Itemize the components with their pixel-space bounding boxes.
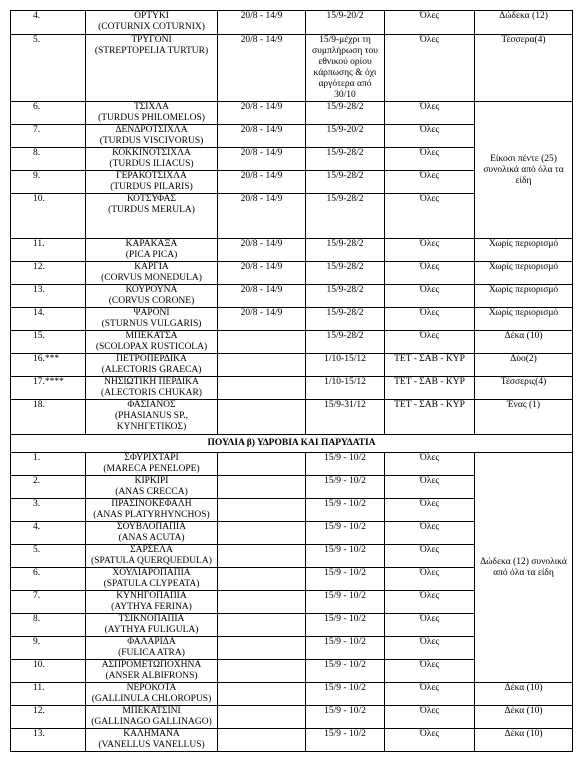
species-name-cell: ΤΡΥΓΟΝΙ (STREPTOPELIA TURTUR) xyxy=(86,35,218,102)
species-name-cell: ΚΟΚΚΙΝΟΤΣΙΧΛΑ (TURDUS ILIACUS) xyxy=(86,148,218,171)
species-number-cell: 11. xyxy=(11,239,86,262)
hunting-days-cell: Όλες xyxy=(385,729,475,752)
bag-limit-cell: Τέσσερις(4) xyxy=(475,377,573,400)
hunting-days-cell: Όλες xyxy=(385,285,475,308)
training-period-cell xyxy=(218,637,306,660)
species-number-cell: 8. xyxy=(11,148,86,171)
species-number-cell: 3. xyxy=(11,499,86,522)
bag-limit-cell: Δέκα (10) xyxy=(475,331,573,354)
species-number-cell: 14. xyxy=(11,308,86,331)
hunting-period-cell: 15/9 - 10/2 xyxy=(306,568,385,591)
species-number-cell: 5. xyxy=(11,545,86,568)
table-row xyxy=(11,706,573,729)
training-period-cell xyxy=(218,331,306,354)
species-number-cell: 12. xyxy=(11,262,86,285)
hunting-period-cell: 15/9 - 10/2 xyxy=(306,637,385,660)
species-number-cell: 9. xyxy=(11,637,86,660)
species-number-cell: 1. xyxy=(11,453,86,476)
table-row xyxy=(11,729,573,752)
hunting-period-cell: 15/9-28/2 xyxy=(306,308,385,331)
hunting-period-cell: 1/10-15/12 xyxy=(306,354,385,377)
hunting-period-cell: 15/9-31/12 xyxy=(306,400,385,435)
species-name-cell: ΚΟΤΣΥΦΑΣ (TURDUS MERULA) xyxy=(86,194,218,239)
species-name-cell: ΣΑΡΣΕΛΑ (SPATULA QUERQUEDULA) xyxy=(86,545,218,568)
hunting-season-table xyxy=(10,10,573,752)
training-period-cell: 20/8 - 14/9 xyxy=(218,239,306,262)
training-period-cell xyxy=(218,400,306,435)
hunting-period-cell: 15/9-28/2 xyxy=(306,239,385,262)
hunting-days-cell: Όλες xyxy=(385,102,475,125)
training-period-cell: 20/8 - 14/9 xyxy=(218,148,306,171)
hunting-period-cell: 15/9-μέχρι τη συμπλήρωση του εθνικού ορίου κάρπωσης & όχι αργότερα από 30/10 xyxy=(306,35,385,102)
hunting-days-cell: Όλες xyxy=(385,194,475,239)
species-name-cell: ΚΟΥΡΟΥΝΑ (CORVUS CORONE) xyxy=(86,285,218,308)
hunting-period-cell: 15/9-28/2 xyxy=(306,285,385,308)
bag-limit-cell: Χωρίς περιορισμό xyxy=(475,239,573,262)
species-number-cell: 6. xyxy=(11,102,86,125)
species-name-cell: ΣΟΥΒΛΟΠΑΠΙΑ (ANAS ACUTA) xyxy=(86,522,218,545)
hunting-period-cell: 15/9-28/2 xyxy=(306,194,385,239)
training-period-cell xyxy=(218,453,306,476)
species-number-cell: 7. xyxy=(11,591,86,614)
species-number-cell: 4. xyxy=(11,522,86,545)
species-name-cell: ΓΕΡΑΚΟΤΣΙΧΛΑ (TURDUS PILARIS) xyxy=(86,171,218,194)
species-name-cell: ΝΕΡΟΚΟΤΑ (GALLINULA CHLOROPUS) xyxy=(86,683,218,706)
species-name-cell: ΚΑΡΑΚΑΞΑ (PICA PICA) xyxy=(86,239,218,262)
hunting-days-cell: Όλες xyxy=(385,35,475,102)
thrush-shared-limit-cell: Είκοσι πέντε (25) συνολικά από όλα τα είδη xyxy=(475,102,573,239)
bag-limit-cell: Χωρίς περιορισμό xyxy=(475,262,573,285)
table-row xyxy=(11,239,573,262)
training-period-cell xyxy=(218,729,306,752)
species-name-cell: ΜΠΕΚΑΤΣΑ (SCOLOPAX RUSTICOLA) xyxy=(86,331,218,354)
bag-limit-cell: Χωρίς περιορισμό xyxy=(475,308,573,331)
hunting-days-cell: Όλες xyxy=(385,637,475,660)
training-period-cell xyxy=(218,499,306,522)
hunting-days-cell: ΤΕΤ - ΣΑΒ - ΚΥΡ xyxy=(385,400,475,435)
table-row xyxy=(11,308,573,331)
bag-limit-cell: Δώδεκα (12) xyxy=(475,11,573,35)
bag-limit-cell: Δέκα (10) xyxy=(475,683,573,706)
bag-limit-cell: Χωρίς περιορισμό xyxy=(475,285,573,308)
bag-limit-cell: Δέκα (10) xyxy=(475,706,573,729)
species-name-cell: ΧΟΥΛΙΑΡΟΠΑΠΙΑ (SPATULA CLYPEATA) xyxy=(86,568,218,591)
species-number-cell: 10. xyxy=(11,194,86,239)
table-row xyxy=(11,102,573,125)
hunting-period-cell: 15/9-28/2 xyxy=(306,148,385,171)
species-name-cell: ΠΡΑΣΙΝΟΚΕΦΑΛΗ (ANAS PLATYRHYNCHOS) xyxy=(86,499,218,522)
training-period-cell: 20/8 - 14/9 xyxy=(218,11,306,35)
species-name-cell: ΠΕΤΡΟΠΕΡΔΙΚΑ (ALECTORIS GRAECA) xyxy=(86,354,218,377)
hunting-period-cell: 15/9-28/2 xyxy=(306,262,385,285)
bag-limit-cell: Δύο(2) xyxy=(475,354,573,377)
species-number-cell: 9. xyxy=(11,171,86,194)
species-number-cell: 12. xyxy=(11,706,86,729)
species-name-cell: ΚΑΡΓΙΑ (CORVUS MONEDULA) xyxy=(86,262,218,285)
species-name-cell: ΜΠΕΚΑΤΣΙΝΙ (GALLINAGO GALLINAGO) xyxy=(86,706,218,729)
species-name-cell: ΤΣΙΚΝΟΠΑΠΙΑ (AYTHYA FULIGULA) xyxy=(86,614,218,637)
training-period-cell xyxy=(218,614,306,637)
hunting-period-cell: 15/9 - 10/2 xyxy=(306,545,385,568)
species-name-cell: ΚΑΛΗΜΑΝΑ (VANELLUS VANELLUS) xyxy=(86,729,218,752)
training-period-cell xyxy=(218,476,306,499)
hunting-days-cell: Όλες xyxy=(385,262,475,285)
species-name-cell: ΤΣΙΧΛΑ (TURDUS PHILOMELOS) xyxy=(86,102,218,125)
training-period-cell xyxy=(218,377,306,400)
hunting-period-cell: 15/9 - 10/2 xyxy=(306,591,385,614)
species-number-cell: 17.**** xyxy=(11,377,86,400)
table-row xyxy=(11,331,573,354)
hunting-days-cell: Όλες xyxy=(385,545,475,568)
species-number-cell: 15. xyxy=(11,331,86,354)
training-period-cell: 20/8 - 14/9 xyxy=(218,35,306,102)
hunting-days-cell: Όλες xyxy=(385,125,475,148)
species-name-cell: ΑΣΠΡΟΜΕΤΩΠΟΧΗΝΑ (ANSER ALBIFRONS) xyxy=(86,660,218,683)
hunting-days-cell: Όλες xyxy=(385,568,475,591)
species-name-cell: ΣΦΥΡΙΧΤΑΡΙ (MARECA PENELOPE) xyxy=(86,453,218,476)
species-number-cell: 18. xyxy=(11,400,86,435)
species-number-cell: 8. xyxy=(11,614,86,637)
hunting-period-cell: 15/9 - 10/2 xyxy=(306,706,385,729)
hunting-period-cell: 15/9-20/2 xyxy=(306,125,385,148)
table-row xyxy=(11,400,573,435)
hunting-period-cell: 15/9-28/2 xyxy=(306,102,385,125)
table-row xyxy=(11,285,573,308)
hunting-period-cell: 15/9 - 10/2 xyxy=(306,453,385,476)
hunting-days-cell: ΤΕΤ - ΣΑΒ - ΚΥΡ xyxy=(385,377,475,400)
table-row xyxy=(11,11,573,35)
species-name-cell: ΚΥΝΗΓΟΠΑΠΙΑ (AYTHYA FERINA) xyxy=(86,591,218,614)
hunting-days-cell: Όλες xyxy=(385,171,475,194)
bag-limit-cell: Δέκα (10) xyxy=(475,729,573,752)
hunting-period-cell: 15/9-20/2 xyxy=(306,11,385,35)
training-period-cell xyxy=(218,591,306,614)
hunting-period-cell: 15/9 - 10/2 xyxy=(306,499,385,522)
bag-limit-cell: Ένας (1) xyxy=(475,400,573,435)
training-period-cell: 20/8 - 14/9 xyxy=(218,125,306,148)
table-row xyxy=(11,683,573,706)
table-row xyxy=(11,453,573,476)
hunting-days-cell: Όλες xyxy=(385,660,475,683)
hunting-days-cell: Όλες xyxy=(385,522,475,545)
hunting-days-cell: Όλες xyxy=(385,239,475,262)
hunting-period-cell: 15/9 - 10/2 xyxy=(306,683,385,706)
species-number-cell: 5. xyxy=(11,35,86,102)
species-number-cell: 16.*** xyxy=(11,354,86,377)
species-name-cell: ΔΕΝΔΡΟΤΣΙΧΛΑ (TURDUS VISCIVORUS) xyxy=(86,125,218,148)
training-period-cell xyxy=(218,660,306,683)
species-number-cell: 6. xyxy=(11,568,86,591)
waterfowl-shared-limit-cell: Δώδεκα (12) συνολικά από όλα τα είδη xyxy=(475,453,573,683)
hunting-period-cell: 15/9 - 10/2 xyxy=(306,476,385,499)
hunting-days-cell: Όλες xyxy=(385,453,475,476)
hunting-days-cell: Όλες xyxy=(385,476,475,499)
table-row xyxy=(11,377,573,400)
species-name-cell: ΚΙΡΚΙΡΙ (ANAS CRECCA) xyxy=(86,476,218,499)
species-number-cell: 7. xyxy=(11,125,86,148)
training-period-cell xyxy=(218,683,306,706)
training-period-cell: 20/8 - 14/9 xyxy=(218,285,306,308)
species-number-cell: 13. xyxy=(11,729,86,752)
hunting-period-cell: 15/9 - 10/2 xyxy=(306,614,385,637)
training-period-cell xyxy=(218,706,306,729)
hunting-days-cell: Όλες xyxy=(385,706,475,729)
hunting-days-cell: Όλες xyxy=(385,11,475,35)
section-title: ΠΟΥΛΙΑ β) ΥΔΡΟΒΙΑ ΚΑΙ ΠΑΡΥΔΑΤΙΑ xyxy=(11,435,573,453)
section-header-row xyxy=(11,435,573,453)
table-body xyxy=(11,11,573,752)
training-period-cell xyxy=(218,568,306,591)
training-period-cell xyxy=(218,354,306,377)
hunting-days-cell: Όλες xyxy=(385,148,475,171)
training-period-cell: 20/8 - 14/9 xyxy=(218,102,306,125)
species-number-cell: 11. xyxy=(11,683,86,706)
bag-limit-cell: Τέσσερα(4) xyxy=(475,35,573,102)
species-name-cell: ΦΑΣΙΑΝΟΣ (PHASIANUS SP., ΚΥΝΗΓΕΤΙΚΟΣ) xyxy=(86,400,218,435)
training-period-cell: 20/8 - 14/9 xyxy=(218,308,306,331)
species-name-cell: ΝΗΣΙΩΤΙΚΗ ΠΕΡΔΙΚΑ (ALECTORIS CHUKAR) xyxy=(86,377,218,400)
training-period-cell xyxy=(218,545,306,568)
hunting-days-cell: Όλες xyxy=(385,591,475,614)
hunting-days-cell: Όλες xyxy=(385,331,475,354)
species-number-cell: 2. xyxy=(11,476,86,499)
table-row xyxy=(11,35,573,102)
training-period-cell xyxy=(218,522,306,545)
species-name-cell: ΟΡΤΥΚΙ (COTURNIX COTURNIX) xyxy=(86,11,218,35)
hunting-days-cell: Όλες xyxy=(385,683,475,706)
hunting-period-cell: 15/9 - 10/2 xyxy=(306,660,385,683)
species-number-cell: 10. xyxy=(11,660,86,683)
hunting-period-cell: 15/9 - 10/2 xyxy=(306,729,385,752)
species-number-cell: 13. xyxy=(11,285,86,308)
species-name-cell: ΦΑΛΑΡΙΔΑ (FULICA ATRA) xyxy=(86,637,218,660)
hunting-days-cell: Όλες xyxy=(385,614,475,637)
training-period-cell: 20/8 - 14/9 xyxy=(218,171,306,194)
training-period-cell: 20/8 - 14/9 xyxy=(218,194,306,239)
table-row xyxy=(11,354,573,377)
table-row xyxy=(11,262,573,285)
hunting-days-cell: Όλες xyxy=(385,308,475,331)
species-number-cell: 4. xyxy=(11,11,86,35)
hunting-period-cell: 15/9-28/2 xyxy=(306,171,385,194)
species-name-cell: ΨΑΡΟΝΙ (STURNUS VULGARIS) xyxy=(86,308,218,331)
hunting-period-cell: 1/10-15/12 xyxy=(306,377,385,400)
hunting-period-cell: 15/9-28/2 xyxy=(306,331,385,354)
hunting-days-cell: ΤΕΤ - ΣΑΒ - ΚΥΡ xyxy=(385,354,475,377)
hunting-days-cell: Όλες xyxy=(385,499,475,522)
hunting-period-cell: 15/9 - 10/2 xyxy=(306,522,385,545)
training-period-cell: 20/8 - 14/9 xyxy=(218,262,306,285)
